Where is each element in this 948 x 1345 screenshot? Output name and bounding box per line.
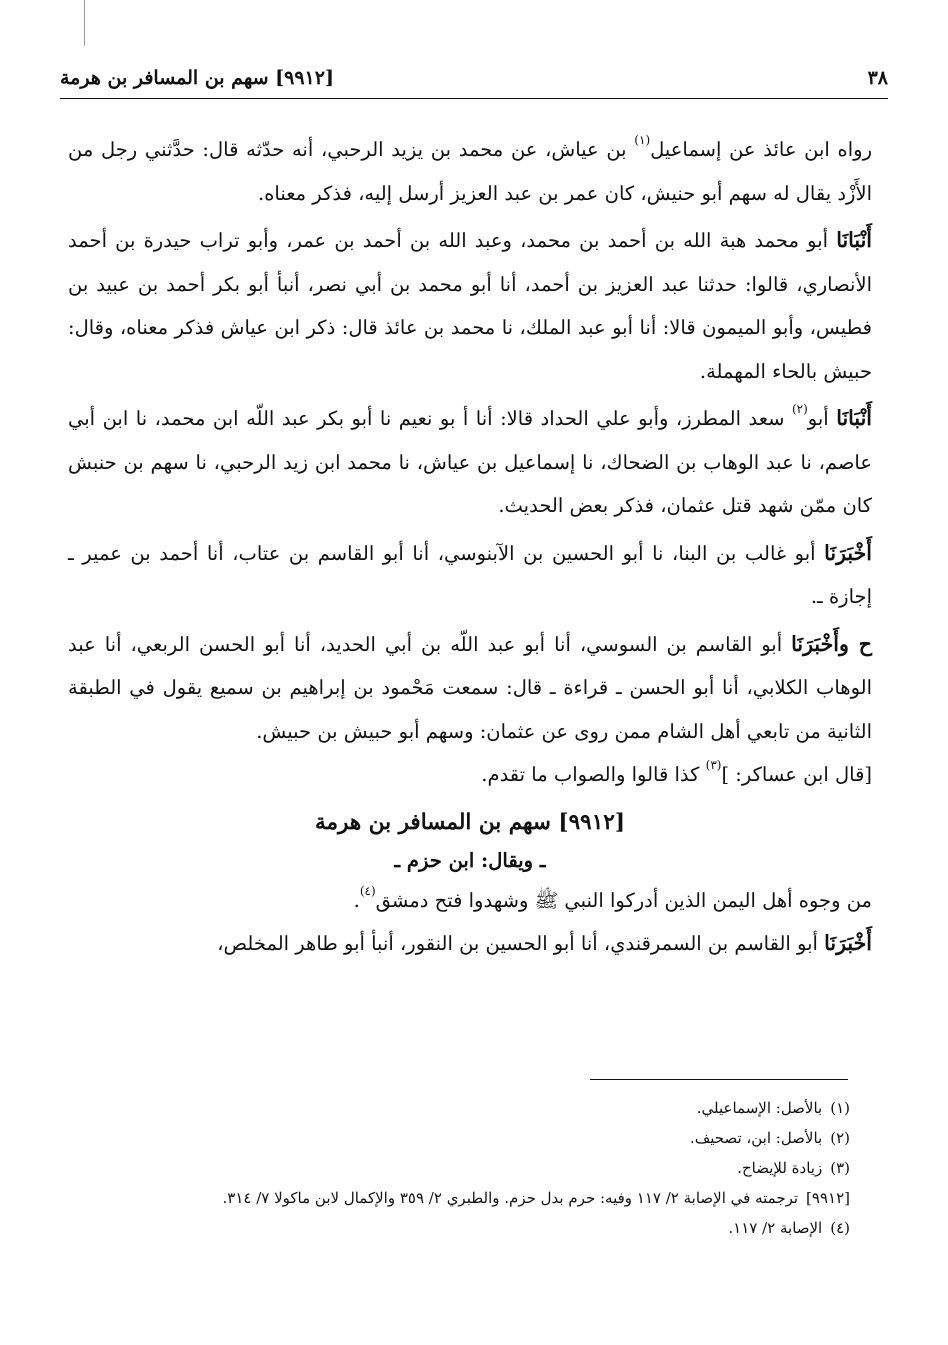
paragraph-5 [68,623,872,754]
paragraph-8 [68,922,872,966]
entry-subtitle: ـ ويقال: ابن حزم ـ [394,848,546,872]
footnote-item [70,1183,850,1213]
page-header [60,58,888,98]
paragraph-5-text: أبو القاسم بن السوسي، أنا أبو عبد اللّه بن أبي الحديد، أنا أبو الحسن الربعي، أنا عبد الوهاب الكلابي، أنا أبو الحسن ـ قراءة ـ قال: سمعت مَحْمود بن إبراهيم بن سميع يقول في الطبقة الثانية من تابعي أهل الشام ممن روى عن عثمان: وسهم أبو حبيش بن حبيش. [68,632,872,743]
paragraph-3-text-a: أبو [807,407,837,430]
entry-title: [٩٩١٢] سهم بن المسافر بن هرمة [315,809,625,835]
paragraph-3 [68,397,872,528]
paragraph-6-text-a: [قال ابن عساكر: ] [721,763,872,786]
paragraph-6 [68,753,872,797]
paragraph-8-lead: أَخْبَرَنَا [824,931,872,955]
paragraph-7 [68,879,872,923]
paragraph-6-text-b: كذا قالوا والصواب ما تقدم. [481,763,706,786]
paragraph-4-lead: أَخْبَرَنَا [824,540,872,565]
footnote-item [70,1123,850,1153]
paragraph-5-lead: ح وأَخْبَرَنَا [791,631,872,656]
footnote-ref-1: (١) [634,133,651,147]
footnote-number: (٢) [830,1129,850,1147]
footnote-item [70,1213,850,1243]
paragraph-7-text-b: . [353,888,360,912]
paragraph-2-lead: أَنْبَانَا [836,228,872,252]
paragraph-8-text: أبو القاسم بن السمرقندي، أنا أبو الحسين بن النقور، أنبأ أبو طاهر المخلص، [217,932,825,955]
paragraph-2-text: أبو محمد هبة الله بن أحمد بن محمد، وعبد الله بن أحمد بن عمر، وأبو تراب حيدرة بن أحمد الأنصاري، قالوا: حدثنا عبد العزيز بن أحمد، أنا أبو محمد بن أبي نصر، أنبأ أبو بكر أحمد بن عبيد بن فطيس، وأبو الميمون قالا: أنا أبو عبد الملك، نا محمد بن عائذ قال: ذكر ابن عياش فذكر معناه، وقال: حبيش بالحاء المهملة. [68,229,872,383]
footnote-item [70,1153,850,1183]
paragraph-1-text-a: رواه ابن عائذ عن إسماعيل [650,138,872,161]
footnotes [70,1093,850,1243]
footnote-number: (٣) [830,1159,850,1177]
footnote-ref-3: (٣) [705,758,722,772]
footnote-text: الإصابة ٢/ ١١٧. [728,1219,823,1237]
footnote-text: بالأصل: الإسماعيلي. [696,1099,823,1117]
paragraph-4 [68,532,872,619]
footnote-text: زيادة للإيضاح. [737,1159,823,1177]
footnote-text: ترجمته في الإصابة ٢/ ١١٧ وفيه: حرم بدل حزم. والطبري ٢/ ٣٥٩ والإكمال لابن ماكولا ٧/ ٣١٤. [222,1189,799,1207]
footnote-number: [٩٩١٢] [806,1189,850,1207]
footnote-ref-4: (٤) [359,883,376,898]
binding-edge-line [84,0,85,46]
paragraph-4-text: أبو غالب بن البنا، نا أبو الحسين بن الآبنوسي، أنا أبو القاسم بن عتاب، أنا أحمد بن عمير ـ إجازة ـ. [68,541,872,608]
paragraph-7-text-a: من وجوه أهل اليمن الذين أدركوا النبي ﷺ وشهدوا فتح دمشق [375,888,872,912]
footnote-item [70,1093,850,1123]
footnote-text: بالأصل: ابن، تصحيف. [689,1129,823,1147]
paragraph-1-text-b: بن عياش، عن محمد بن يزيد الرحبي، أنه حدّثه قال: حدَّثني رجل من الأَزْد يقال له سهم أبو حنيش، كان عمر بن عبد العزيز أرسل إليه، فذكر معناه. [68,138,872,205]
paragraph-1 [68,128,872,215]
paragraph-3-text-b: سعد المطرز، وأبو علي الحداد قالا: أنا أ بو نعيم نا أبو بكر عبد اللّه ابن محمد، نا ابن أبي عاصم، نا عبد الوهاب بن الضحاك، نا إسماعيل بن عياش، نا محمد ابن زيد الرحبي، نا سهم بن حنبش كان ممّن شهد قتل عثمان، فذكر بعض الحديث. [68,407,872,517]
paragraph-3-lead: أَنْبَانَا [836,406,872,430]
footnote-number: (٤) [830,1219,850,1237]
paragraph-2 [68,219,872,393]
footnote-separator [590,1079,848,1080]
header-rule [60,98,888,99]
footnote-ref-2: (٢) [791,402,808,416]
page-number: ٣٨ [867,67,888,89]
main-text [68,128,872,966]
footnote-number: (١) [830,1099,850,1117]
running-title: [٩٩١٢] سهم بن المسافر بن هرمة [60,67,334,89]
